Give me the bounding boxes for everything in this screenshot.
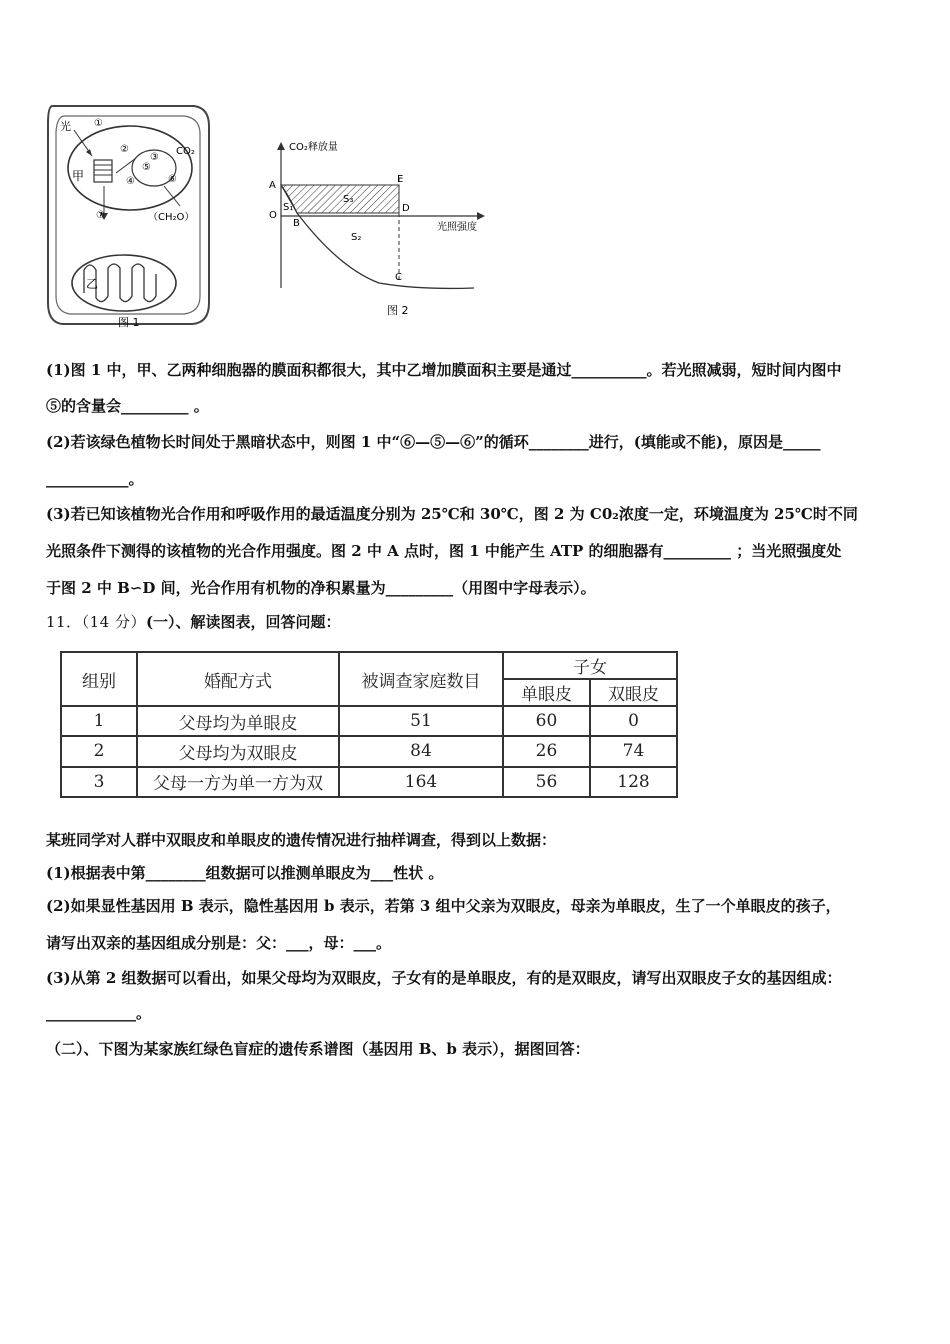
label-yi: 乙 bbox=[86, 277, 99, 291]
survey-table bbox=[60, 651, 678, 798]
q10-part1-line1: (1)图 1 中，甲、乙两种细胞器的膜面积都很大，其中乙增加膜面积主要是通过__________。若光照减弱，短时间内图中 bbox=[46, 361, 842, 379]
q11-heading bbox=[46, 607, 341, 637]
q11-sub1: (1)根据表中第________组数据可以推测单眼皮为___性状 。 bbox=[46, 864, 444, 882]
label-num-1: ① bbox=[94, 118, 103, 129]
label-ch2o: （CH₂O） bbox=[148, 212, 195, 223]
cell: 父母均为双眼皮 bbox=[137, 736, 339, 766]
figure-area bbox=[44, 98, 489, 333]
label-jia: 甲 bbox=[72, 169, 85, 183]
header-marriage: 婚配方式 bbox=[137, 652, 339, 706]
cell: 2 bbox=[61, 736, 137, 766]
q11-sub2-line1: (2)如果显性基因用 B 表示，隐性基因用 b 表示，若第 3 组中父亲为双眼皮，母亲为单眼皮，生了一个单眼皮的孩子， bbox=[46, 897, 841, 915]
q11-sub3-line1: (3)从第 2 组数据可以看出，如果父母均为双眼皮，子女有的是单眼皮，有的是双眼皮，请写出双眼皮子女的基因组成： bbox=[46, 969, 842, 987]
q10-part3-line3: 于图 2 中 B∽D 间，光合作用有机物的净积累量为_________（用图中字母表示）。 bbox=[46, 579, 596, 597]
figure-1-caption: 图 1 bbox=[118, 316, 140, 329]
label-num-7: ⑦ bbox=[96, 210, 105, 221]
axis-x-label: 光照强度 bbox=[437, 222, 477, 233]
label-light: 光 bbox=[60, 120, 71, 133]
q11-intro: 某班同学对人群中双眼皮和单眼皮的遗传情况进行抽样调查，得到以上数据： bbox=[46, 831, 557, 849]
label-num-2: ② bbox=[120, 144, 129, 155]
area-label-s3: S₃ bbox=[343, 194, 354, 205]
label-num-5: ⑤ bbox=[142, 162, 151, 173]
label-num-6: ⑥ bbox=[168, 174, 177, 185]
figure-2-graph bbox=[269, 138, 494, 328]
point-o: O bbox=[269, 210, 277, 221]
point-c: C bbox=[395, 272, 402, 283]
cell: 84 bbox=[339, 736, 503, 766]
cell: 51 bbox=[339, 706, 503, 736]
q10-part3-line2: 光照条件下测得的该植物的光合作用强度。图 2 中 A 点时，图 1 中能产生 ATP 的细胞器有_________ ；当光照强度处 bbox=[46, 542, 842, 560]
cell: 74 bbox=[590, 736, 677, 766]
table-row bbox=[61, 767, 677, 797]
cell: 164 bbox=[339, 767, 503, 797]
q10-part2-line2: ___________。 bbox=[46, 470, 144, 488]
q11-sub2-line2: 请写出双亲的基因组成分别是：父：___，母：___。 bbox=[46, 934, 392, 952]
point-d: D bbox=[402, 203, 410, 214]
header-group: 组别 bbox=[61, 652, 137, 706]
point-e: E bbox=[397, 174, 404, 185]
table-row bbox=[61, 706, 677, 736]
cell: 26 bbox=[503, 736, 590, 766]
header-families: 被调查家庭数目 bbox=[339, 652, 503, 706]
cell: 3 bbox=[61, 767, 137, 797]
q10-part3-line1: (3)若已知该植物光合作用和呼吸作用的最适温度分别为 25℃和 30℃，图 2 为 C0₂浓度一定，环境温度为 25℃时不同 bbox=[46, 505, 858, 523]
label-num-4: ④ bbox=[126, 176, 135, 187]
cell: 0 bbox=[590, 706, 677, 736]
q10-part1-line2: ⑤的含量会_________ 。 bbox=[46, 397, 209, 415]
cell: 父母一方为单一方为双 bbox=[137, 767, 339, 797]
figure-1-cell-diagram bbox=[44, 98, 219, 333]
q11-sub3-line2: ____________。 bbox=[46, 1004, 152, 1022]
table-row bbox=[61, 736, 677, 766]
figure-2-caption: 图 2 bbox=[387, 304, 409, 317]
cell: 60 bbox=[503, 706, 590, 736]
q10-part2-line1: (2)若该绿色植物长时间处于黑暗状态中，则图 1 中“⑥—⑤—⑥”的循环________进行，(填能或不能)，原因是_____ bbox=[46, 433, 821, 451]
axis-y-label: CO₂释放量 bbox=[289, 142, 338, 153]
cell: 128 bbox=[590, 767, 677, 797]
point-a: A bbox=[269, 180, 276, 191]
area-label-s2: S₂ bbox=[351, 232, 362, 243]
cell: 56 bbox=[503, 767, 590, 797]
label-num-3: ③ bbox=[150, 152, 159, 163]
q11-part2-heading: （二）、下图为某家族红绿色盲症的遗传系谱图（基因用 B、b 表示），据图回答： bbox=[46, 1040, 590, 1058]
q11-number: 11．（14 分） bbox=[46, 613, 146, 631]
point-b: B bbox=[293, 218, 300, 229]
label-co2: CO₂ bbox=[176, 146, 195, 157]
q11-title: (一）、解读图表，回答问题： bbox=[145, 613, 341, 631]
header-single-eyelid: 单眼皮 bbox=[503, 679, 590, 706]
area-s3 bbox=[281, 185, 399, 213]
area-label-s1: S₁ bbox=[283, 202, 294, 213]
cell: 1 bbox=[61, 706, 137, 736]
header-double-eyelid: 双眼皮 bbox=[590, 679, 677, 706]
header-children: 子女 bbox=[503, 652, 677, 679]
cell: 父母均为单眼皮 bbox=[137, 706, 339, 736]
